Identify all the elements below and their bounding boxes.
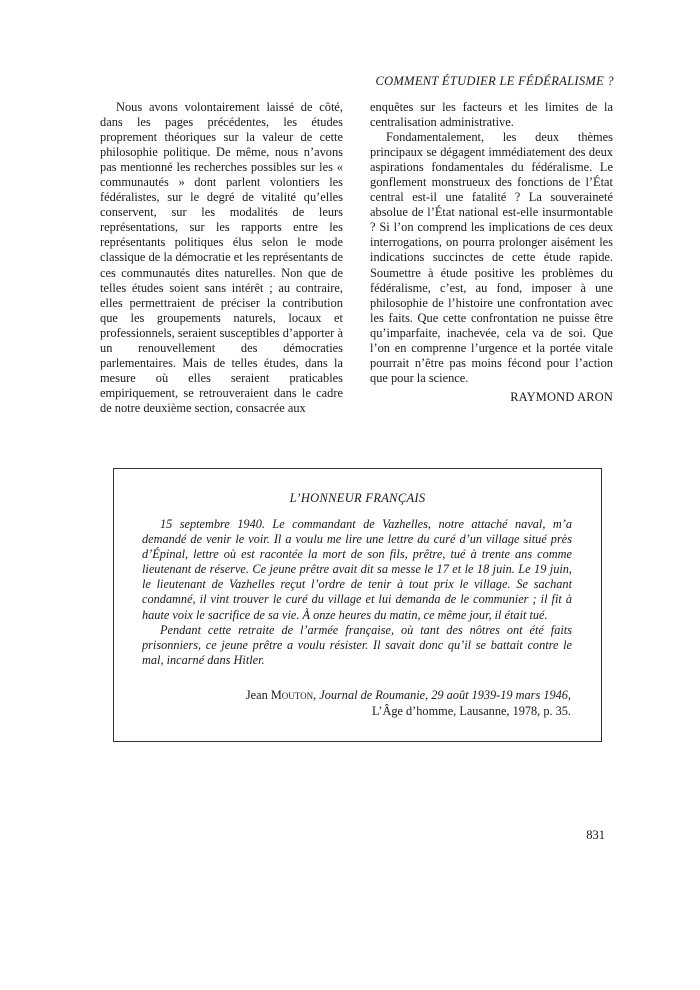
running-header: COMMENT ÉTUDIER LE FÉDÉRALISME ?: [375, 74, 614, 88]
citation-author-last: Mouton: [270, 688, 314, 702]
box-body: [142, 517, 572, 668]
left-paragraph: Nous avons volontairement laissé de côté, dans les pages précédentes, les études proprement théoriques sur la valeur de cette philosophie politique. De même, nous n’avons pas mentionné les recherches possibles sur les « communautés » dont parlent volontiers les fédéralistes, sur le degré de vitalité qu’elles conservent, sur les modalités de leurs représentations, sur les rapports entre les représentants politiques élus selon le mode classique de la démocratie et les représentants de ces communautés dites naturelles. Non que de telles études soient sans intérêt ; au contraire, elles permettraient de préciser la contribution que les groupements naturels, locaux et professionnels, seraient susceptibles d’apporter à un renouvellement des démocraties parlementaires. Mais de telles études, dans la mesure où elles seraient praticables empiriquement, se retrouveraient dans le cadre de notre deuxième section, consacrée aux: [100, 100, 343, 415]
author-signature: RAYMOND ARON: [510, 389, 613, 404]
quotation-box: [113, 468, 602, 742]
right-paragraph: Fondamentalement, les deux thèmes principaux se dégagent immédiatement des deux aspirations fondamentales du fédéralisme. Le gonflement monstrueux des fonctions de l’État central est-il une fatalité ? La souveraineté absolue de l’État national est-elle insurmontable ? Si l’on comprend les implications de ces deux interrogations, on pourra prolonger aisément les indications succinctes de cette étude rapide. Soumettre à étude positive les problèmes du fédéralisme, c’est, au fond, imposer à une philosophie de l’histoire une confrontation avec les faits. Que cette confrontation ne puisse être qu’imparfaite, inachevée, cela va de soi. Que l’on en comprenne l’urgence et la portée vitale pourrait n’être pas moins fécond pour l’action que pour la science.: [370, 130, 613, 385]
right-continuation: enquêtes sur les facteurs et les limites de la centralisation administrative.: [370, 100, 613, 130]
box-citation: [246, 687, 571, 719]
page-number: 831: [586, 828, 605, 842]
left-column: [100, 100, 343, 416]
citation-line-1: Jean Mouton, Journal de Roumanie, 29 août 1939-19 mars 1946,: [245, 688, 571, 702]
box-paragraph-2: Pendant cette retraite de l’armée française, où tant des nôtres ont été faits prisonniers, ce jeune prêtre a voulu résister. Il savait donc qu’il se battait contre le mal, incarné dans Hitler.: [142, 622, 572, 667]
box-title: L’HONNEUR FRANÇAIS: [289, 491, 426, 505]
citation-author-first: Jean: [245, 688, 268, 702]
citation-line-2: L’Âge d’homme, Lausanne, 1978, p. 35.: [372, 704, 571, 718]
right-column: [370, 100, 613, 405]
box-paragraph-1: 15 septembre 1940. Le commandant de Vazhelles, notre attaché naval, m’a demandé de venir le voir. Il a voulu me lire une lettre du curé d’un village situé près d’Épinal, lettre où est racontée la mort de son fils, prêtre, tué à trente ans comme lieutenant de réserve. Ce jeune prêtre avait dit sa messe le 17 et le 18 juin. Le 19 juin, le lieutenant de Vazhelles reçut l’ordre de tenir à tout prix le village. Se sachant condamné, il vint trouver le curé du village et lui demanda de le communier ; il fit à haute voix le sacrifice de sa vie. À onze heures du matin, ce même jour, il était tué.: [142, 517, 572, 622]
citation-work: Journal de Roumanie, 29 août 1939-19 mars 1946,: [319, 688, 571, 702]
